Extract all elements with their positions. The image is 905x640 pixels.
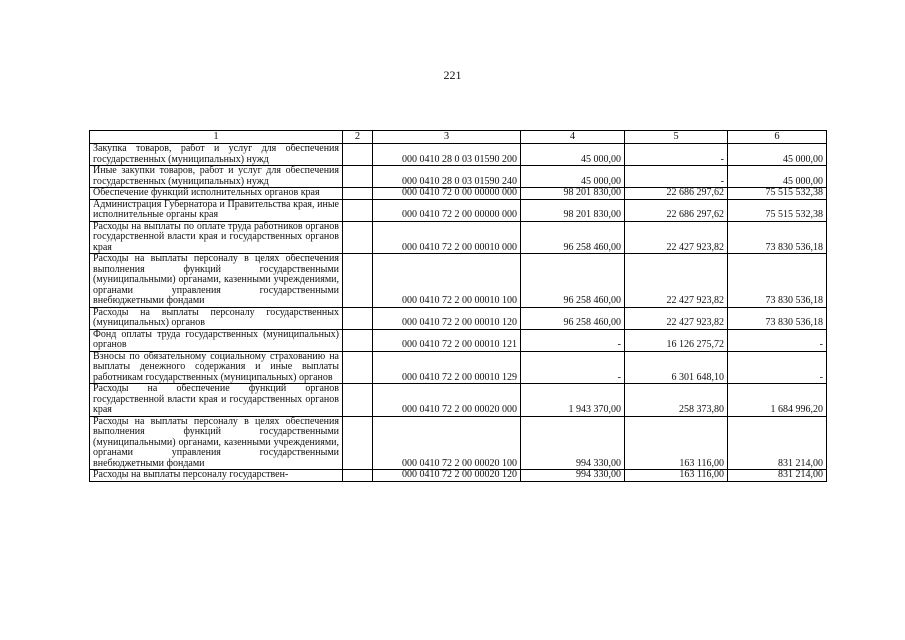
row-value-4: - [521, 329, 625, 351]
row-value-6: 1 684 996,20 [728, 384, 827, 417]
row-value-4: 98 201 830,00 [521, 199, 625, 221]
table-row [90, 166, 827, 188]
row-col2 [343, 254, 373, 308]
row-name: Администрация Губернатора и Правительства края, иные исполнительные органы края [90, 199, 343, 221]
row-name: Расходы на выплаты персоналу в целях обеспечения выполнения функций государственными (муниципальными) органами, казенными учреждениями, органами управления государственными внебюджетными фондами [90, 254, 343, 308]
row-value-6: 75 515 532,38 [728, 199, 827, 221]
row-value-6: - [728, 351, 827, 384]
row-name: Закупка товаров, работ и услуг для обеспечения государственных (муниципальных) нужд [90, 144, 343, 166]
row-name: Расходы на обеспечение функций органов государственной власти края и государственных органов края [90, 384, 343, 417]
row-code: 000 0410 72 2 00 00010 129 [373, 351, 521, 384]
row-value-4: 45 000,00 [521, 144, 625, 166]
row-value-5: 22 686 297,62 [625, 188, 728, 200]
table-row [90, 416, 827, 470]
row-value-5: 22 427 923,82 [625, 307, 728, 329]
header-row [90, 131, 827, 144]
row-value-5: 22 427 923,82 [625, 221, 728, 254]
row-name: Иные закупки товаров, работ и услуг для обеспечения государственных (муниципальных) нужд [90, 166, 343, 188]
row-value-4: - [521, 351, 625, 384]
table-row [90, 221, 827, 254]
row-value-6: 45 000,00 [728, 166, 827, 188]
row-code: 000 0410 28 0 03 01590 240 [373, 166, 521, 188]
row-name: Расходы на выплаты персоналу в целях обеспечения выполнения функций государственными (муниципальными) органами, казенными учреждениями, органами управления государственными внебюджетными фондами [90, 416, 343, 470]
row-value-5: 16 126 275,72 [625, 329, 728, 351]
row-code: 000 0410 72 2 00 00020 000 [373, 384, 521, 417]
table-row [90, 329, 827, 351]
row-code: 000 0410 28 0 03 01590 200 [373, 144, 521, 166]
row-col2 [343, 329, 373, 351]
row-value-6: 75 515 532,38 [728, 188, 827, 200]
row-value-4: 1 943 370,00 [521, 384, 625, 417]
row-value-5: 163 116,00 [625, 470, 728, 482]
page-number: 221 [443, 68, 462, 82]
row-code: 000 0410 72 2 00 00020 120 [373, 470, 521, 482]
row-name: Расходы на выплаты по оплате труда работников органов государственной власти края и государственных органов края [90, 221, 343, 254]
column-header: 2 [343, 131, 373, 144]
row-code: 000 0410 72 2 00 00010 121 [373, 329, 521, 351]
table-row [90, 144, 827, 166]
column-header: 4 [521, 131, 625, 144]
row-name: Фонд оплаты труда государственных (муниципальных) органов [90, 329, 343, 351]
table-row [90, 470, 827, 482]
row-value-6: 831 214,00 [728, 416, 827, 470]
row-col2 [343, 221, 373, 254]
row-code: 000 0410 72 2 00 00020 100 [373, 416, 521, 470]
row-value-4: 45 000,00 [521, 166, 625, 188]
row-name: Расходы на выплаты персоналу государственных (муниципальных) органов [90, 307, 343, 329]
row-value-6: 73 830 536,18 [728, 254, 827, 308]
row-col2 [343, 188, 373, 200]
row-value-4: 96 258 460,00 [521, 221, 625, 254]
row-value-4: 96 258 460,00 [521, 254, 625, 308]
row-value-5: 22 427 923,82 [625, 254, 728, 308]
row-value-6: 45 000,00 [728, 144, 827, 166]
row-value-5: 258 373,80 [625, 384, 728, 417]
row-value-4: 96 258 460,00 [521, 307, 625, 329]
row-col2 [343, 307, 373, 329]
column-header: 1 [90, 131, 343, 144]
row-col2 [343, 416, 373, 470]
budget-table [89, 130, 827, 482]
row-value-5: 22 686 297,62 [625, 199, 728, 221]
column-header: 3 [373, 131, 521, 144]
row-col2 [343, 351, 373, 384]
row-value-6: 831 214,00 [728, 470, 827, 482]
row-value-6: 73 830 536,18 [728, 307, 827, 329]
row-code: 000 0410 72 0 00 00000 000 [373, 188, 521, 200]
row-col2 [343, 384, 373, 417]
table-row [90, 188, 827, 200]
row-col2 [343, 166, 373, 188]
row-value-4: 994 330,00 [521, 470, 625, 482]
row-value-6: 73 830 536,18 [728, 221, 827, 254]
row-code: 000 0410 72 2 00 00000 000 [373, 199, 521, 221]
row-name: Расходы на выплаты персоналу государствен- [90, 470, 343, 482]
table-row [90, 254, 827, 308]
row-value-5: - [625, 144, 728, 166]
table-row [90, 384, 827, 417]
table-row [90, 307, 827, 329]
column-header: 5 [625, 131, 728, 144]
row-name: Взносы по обязательному социальному страхованию на выплаты денежного содержания и иные выплаты работникам государственных (муниципальных) органов [90, 351, 343, 384]
row-code: 000 0410 72 2 00 00010 000 [373, 221, 521, 254]
row-value-5: 6 301 648,10 [625, 351, 728, 384]
table-row [90, 351, 827, 384]
row-value-5: 163 116,00 [625, 416, 728, 470]
column-header: 6 [728, 131, 827, 144]
table-row [90, 199, 827, 221]
row-name: Обеспечение функций исполнительных органов края [90, 188, 343, 200]
row-code: 000 0410 72 2 00 00010 100 [373, 254, 521, 308]
row-code: 000 0410 72 2 00 00010 120 [373, 307, 521, 329]
row-col2 [343, 199, 373, 221]
row-col2 [343, 470, 373, 482]
row-value-6: - [728, 329, 827, 351]
row-value-5: - [625, 166, 728, 188]
row-col2 [343, 144, 373, 166]
row-value-4: 98 201 830,00 [521, 188, 625, 200]
row-value-4: 994 330,00 [521, 416, 625, 470]
